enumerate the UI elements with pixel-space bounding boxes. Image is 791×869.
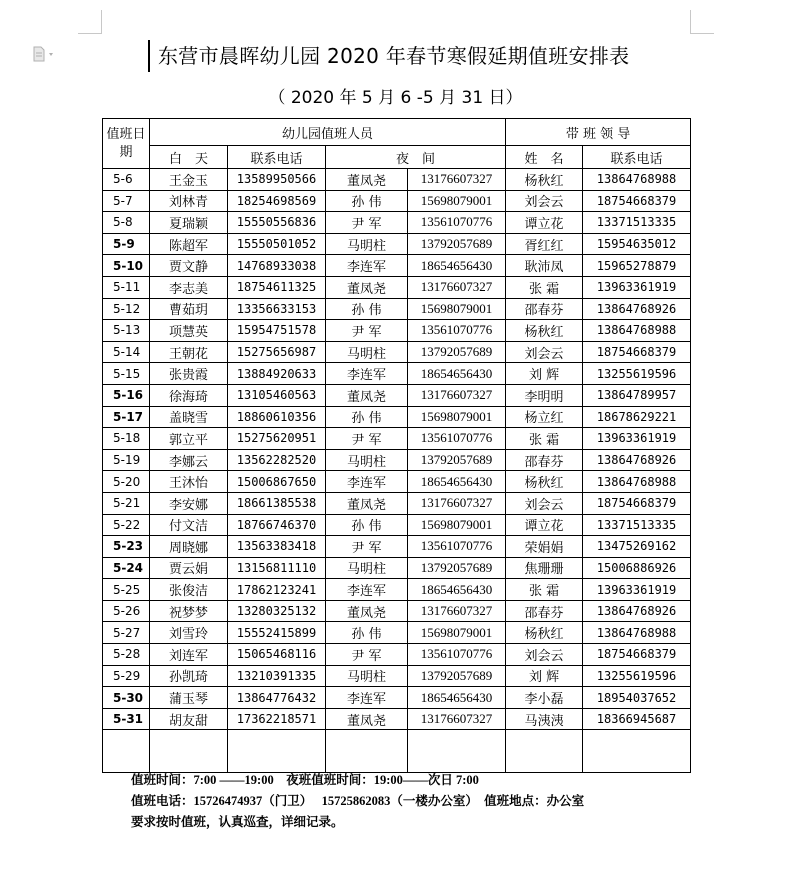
night-staff-cell: 马明柱 [326, 233, 408, 255]
day-staff-cell: 刘连军 [150, 644, 228, 666]
leader-phone-cell: 13864768988 [583, 320, 691, 342]
leader-phone-cell: 18366945687 [583, 708, 691, 730]
leader-phone-cell: 18954037652 [583, 687, 691, 709]
day-phone-cell: 15006867650 [228, 471, 326, 493]
leader-phone-cell: 18754668379 [583, 492, 691, 514]
night-shift-header: 夜 间 [326, 146, 506, 169]
day-staff-cell: 曹茹玥 [150, 298, 228, 320]
leader-name-cell: 焦珊珊 [506, 557, 583, 579]
table-row [103, 471, 691, 493]
night-phone-cell: 13561070776 [408, 212, 506, 234]
day-staff-cell: 胡友甜 [150, 708, 228, 730]
leader-phone-cell: 18754668379 [583, 341, 691, 363]
night-phone-cell: 13792057689 [408, 449, 506, 471]
day-staff-cell: 王金玉 [150, 169, 228, 191]
table-row [103, 600, 691, 622]
table-row [103, 622, 691, 644]
leader-name-cell: 邵春芬 [506, 600, 583, 622]
day-staff-cell: 贾文静 [150, 255, 228, 277]
table-row [103, 557, 691, 579]
date-cell: 5-19 [103, 449, 150, 471]
date-cell: 5-22 [103, 514, 150, 536]
night-staff-cell: 董凤尧 [326, 384, 408, 406]
day-staff-cell: 李安娜 [150, 492, 228, 514]
leader-header: 带 班 领 导 [506, 119, 691, 146]
day-staff-cell: 孙凯琦 [150, 665, 228, 687]
day-staff-cell: 张贵霞 [150, 363, 228, 385]
day-staff-cell: 李娜云 [150, 449, 228, 471]
day-staff-cell: 贾云娟 [150, 557, 228, 579]
leader-phone-cell: 13255619596 [583, 363, 691, 385]
night-staff-cell: 马明柱 [326, 557, 408, 579]
night-phone-cell: 13176607327 [408, 492, 506, 514]
night-staff-cell: 李连军 [326, 579, 408, 601]
table-row [103, 320, 691, 342]
night-staff-cell: 董凤尧 [326, 276, 408, 298]
leader-phone-cell: 13963361919 [583, 579, 691, 601]
night-phone-cell: 15698079001 [408, 406, 506, 428]
table-row [103, 665, 691, 687]
day-staff-cell: 付文洁 [150, 514, 228, 536]
date-cell: 5-25 [103, 579, 150, 601]
day-shift-header: 白 天 [150, 146, 228, 169]
leader-phone-cell: 13864768988 [583, 169, 691, 191]
night-staff-cell: 李连军 [326, 255, 408, 277]
leader-phone-cell: 13371513335 [583, 514, 691, 536]
night-staff-cell: 孙 伟 [326, 298, 408, 320]
date-cell: 5-15 [103, 363, 150, 385]
day-phone-cell: 13562282520 [228, 449, 326, 471]
date-cell: 5-14 [103, 341, 150, 363]
table-row [103, 492, 691, 514]
date-column-header: 值班日期 [103, 119, 150, 169]
night-staff-cell: 李连军 [326, 687, 408, 709]
table-row [103, 212, 691, 234]
day-staff-cell: 王沐怡 [150, 471, 228, 493]
date-cell: 5-18 [103, 428, 150, 450]
night-phone-cell: 13176607327 [408, 600, 506, 622]
night-phone-cell: 13561070776 [408, 644, 506, 666]
crop-mark-top-right-h [690, 33, 714, 34]
day-phone-cell: 13280325132 [228, 600, 326, 622]
night-phone-cell: 15698079001 [408, 622, 506, 644]
table-row [103, 708, 691, 730]
night-phone-cell: 15698079001 [408, 514, 506, 536]
date-cell: 5-20 [103, 471, 150, 493]
night-phone-cell: 18654656430 [408, 579, 506, 601]
leader-name-cell: 李小磊 [506, 687, 583, 709]
table-row [103, 169, 691, 191]
night-staff-cell: 尹 军 [326, 212, 408, 234]
day-phone-cell: 18661385538 [228, 492, 326, 514]
leader-phone-cell: 13475269162 [583, 536, 691, 558]
day-staff-cell: 郭立平 [150, 428, 228, 450]
leader-name-cell: 杨秋红 [506, 169, 583, 191]
night-phone-cell: 13792057689 [408, 341, 506, 363]
kindergarten-staff-header: 幼儿园值班人员 [150, 119, 506, 146]
date-cell: 5-30 [103, 687, 150, 709]
date-cell: 5-31 [103, 708, 150, 730]
date-cell: 5-16 [103, 384, 150, 406]
date-cell: 5-9 [103, 233, 150, 255]
table-row [103, 449, 691, 471]
night-staff-cell: 孙 伟 [326, 622, 408, 644]
table-row [103, 514, 691, 536]
day-staff-cell: 王朝花 [150, 341, 228, 363]
table-row [103, 579, 691, 601]
day-phone-header: 联系电话 [228, 146, 326, 169]
date-cell: 5-13 [103, 320, 150, 342]
table-row [103, 536, 691, 558]
date-cell: 5-29 [103, 665, 150, 687]
leader-phone-cell: 13864768926 [583, 449, 691, 471]
leader-name-cell: 杨秋红 [506, 622, 583, 644]
table-row [103, 255, 691, 277]
table-row [103, 341, 691, 363]
night-phone-cell: 13561070776 [408, 536, 506, 558]
date-cell: 5-27 [103, 622, 150, 644]
leader-phone-cell: 13371513335 [583, 212, 691, 234]
night-staff-cell: 董凤尧 [326, 600, 408, 622]
day-phone-cell: 15552415899 [228, 622, 326, 644]
night-phone-cell: 15698079001 [408, 298, 506, 320]
table-row [103, 276, 691, 298]
date-cell: 5-8 [103, 212, 150, 234]
date-cell: 5-26 [103, 600, 150, 622]
table-row [103, 233, 691, 255]
leader-name-cell: 刘会云 [506, 341, 583, 363]
leader-name-cell: 张 霜 [506, 428, 583, 450]
table-row [103, 363, 691, 385]
duty-schedule-table [102, 118, 691, 773]
footer-duty-hours: 值班时间：7:00 ——19:00 夜班值班时间：19:00——次日 7:00 [131, 773, 479, 787]
empty-row [103, 730, 691, 773]
night-staff-cell: 马明柱 [326, 665, 408, 687]
date-cell: 5-6 [103, 169, 150, 191]
table-row [103, 428, 691, 450]
date-cell: 5-10 [103, 255, 150, 277]
footer-requirements: 要求按时值班，认真巡查，详细记录。 [131, 815, 344, 829]
day-phone-cell: 18860610356 [228, 406, 326, 428]
day-phone-cell: 18254698569 [228, 190, 326, 212]
night-staff-cell: 孙 伟 [326, 190, 408, 212]
table-row [103, 644, 691, 666]
leader-name-cell: 杨秋红 [506, 471, 583, 493]
leader-name-cell: 胥红红 [506, 233, 583, 255]
date-range-subtitle: （ 2020 年 5 月 6 -5 月 31 日） [268, 88, 523, 108]
night-staff-cell: 尹 军 [326, 320, 408, 342]
leader-phone-cell: 13864768926 [583, 298, 691, 320]
leader-name-cell: 杨秋红 [506, 320, 583, 342]
night-staff-cell: 董凤尧 [326, 492, 408, 514]
day-phone-cell: 13864776432 [228, 687, 326, 709]
night-staff-cell: 李连军 [326, 363, 408, 385]
day-staff-cell: 祝梦梦 [150, 600, 228, 622]
day-phone-cell: 18754611325 [228, 276, 326, 298]
date-cell: 5-11 [103, 276, 150, 298]
leader-name-cell: 刘会云 [506, 644, 583, 666]
day-phone-cell: 15550501052 [228, 233, 326, 255]
leader-name-cell: 刘会云 [506, 190, 583, 212]
day-phone-cell: 15065468116 [228, 644, 326, 666]
day-staff-cell: 刘林青 [150, 190, 228, 212]
table-row [103, 687, 691, 709]
day-phone-cell: 17362218571 [228, 708, 326, 730]
night-phone-cell: 13176607327 [408, 708, 506, 730]
night-phone-cell: 13176607327 [408, 276, 506, 298]
night-staff-cell: 尹 军 [326, 644, 408, 666]
leader-phone-cell: 13864768988 [583, 622, 691, 644]
table-row [103, 190, 691, 212]
date-cell: 5-28 [103, 644, 150, 666]
leader-name-cell: 荣娟娟 [506, 536, 583, 558]
night-phone-cell: 13176607327 [408, 384, 506, 406]
leader-phone-cell: 13864768926 [583, 600, 691, 622]
night-phone-cell: 18654656430 [408, 363, 506, 385]
leader-phone-cell: 15006886926 [583, 557, 691, 579]
leader-phone-cell: 18754668379 [583, 644, 691, 666]
leader-phone-cell: 18754668379 [583, 190, 691, 212]
leader-name-cell: 马洟洟 [506, 708, 583, 730]
day-phone-cell: 13563383418 [228, 536, 326, 558]
crop-mark-top-left-v [101, 10, 102, 34]
date-cell: 5-17 [103, 406, 150, 428]
leader-name-cell: 刘 辉 [506, 363, 583, 385]
table-row [103, 298, 691, 320]
footer-duty-phone: 值班电话：15726474937（门卫） 15725862083（一楼办公室） 值班地点：办公室 [131, 794, 585, 808]
night-staff-cell: 尹 军 [326, 536, 408, 558]
night-staff-cell: 马明柱 [326, 449, 408, 471]
document-icon[interactable] [33, 46, 51, 62]
leader-name-cell: 刘 辉 [506, 665, 583, 687]
leader-name-header: 姓 名 [506, 146, 583, 169]
leader-name-cell: 李明明 [506, 384, 583, 406]
leader-name-cell: 谭立花 [506, 514, 583, 536]
day-phone-cell: 13105460563 [228, 384, 326, 406]
leader-phone-cell: 13963361919 [583, 276, 691, 298]
leader-phone-cell: 13864768988 [583, 471, 691, 493]
night-phone-cell: 18654656430 [408, 255, 506, 277]
leader-phone-cell: 13255619596 [583, 665, 691, 687]
night-phone-cell: 13792057689 [408, 233, 506, 255]
date-cell: 5-21 [103, 492, 150, 514]
table-row [103, 384, 691, 406]
leader-name-cell: 邵春芬 [506, 449, 583, 471]
crop-mark-top-left-h [78, 33, 102, 34]
day-phone-cell: 15275656987 [228, 341, 326, 363]
night-staff-cell: 孙 伟 [326, 406, 408, 428]
night-staff-cell: 李连军 [326, 471, 408, 493]
night-phone-cell: 13792057689 [408, 665, 506, 687]
day-phone-cell: 13589950566 [228, 169, 326, 191]
leader-name-cell: 张 霜 [506, 276, 583, 298]
date-cell: 5-23 [103, 536, 150, 558]
leader-phone-cell: 13864789957 [583, 384, 691, 406]
leader-phone-cell: 18678629221 [583, 406, 691, 428]
leader-name-cell: 杨立红 [506, 406, 583, 428]
day-staff-cell: 李志美 [150, 276, 228, 298]
table-row [103, 406, 691, 428]
leader-name-cell: 谭立花 [506, 212, 583, 234]
day-staff-cell: 陈超军 [150, 233, 228, 255]
leader-phone-cell: 13963361919 [583, 428, 691, 450]
night-phone-cell: 13792057689 [408, 557, 506, 579]
night-phone-cell: 18654656430 [408, 471, 506, 493]
leader-phone-cell: 15965278879 [583, 255, 691, 277]
day-phone-cell: 13210391335 [228, 665, 326, 687]
day-staff-cell: 蒲玉琴 [150, 687, 228, 709]
crop-mark-top-right-v [690, 10, 691, 34]
schedule-rows [103, 169, 691, 730]
night-staff-cell: 董凤尧 [326, 169, 408, 191]
day-staff-cell: 夏瑞颖 [150, 212, 228, 234]
day-phone-cell: 13156811110 [228, 557, 326, 579]
day-phone-cell: 15954751578 [228, 320, 326, 342]
night-phone-cell: 13176607327 [408, 169, 506, 191]
day-phone-cell: 13356633153 [228, 298, 326, 320]
leader-name-cell: 邵春芬 [506, 298, 583, 320]
day-staff-cell: 周晓娜 [150, 536, 228, 558]
day-staff-cell: 徐海琦 [150, 384, 228, 406]
day-phone-cell: 17862123241 [228, 579, 326, 601]
day-phone-cell: 15550556836 [228, 212, 326, 234]
night-phone-cell: 15698079001 [408, 190, 506, 212]
night-staff-cell: 孙 伟 [326, 514, 408, 536]
night-staff-cell: 马明柱 [326, 341, 408, 363]
day-staff-cell: 盖晓雪 [150, 406, 228, 428]
day-staff-cell: 刘雪玲 [150, 622, 228, 644]
night-staff-cell: 董凤尧 [326, 708, 408, 730]
night-phone-cell: 13561070776 [408, 320, 506, 342]
day-staff-cell: 张俊洁 [150, 579, 228, 601]
night-phone-cell: 18654656430 [408, 687, 506, 709]
day-phone-cell: 15275620951 [228, 428, 326, 450]
leader-name-cell: 张 霜 [506, 579, 583, 601]
date-cell: 5-7 [103, 190, 150, 212]
day-staff-cell: 项慧英 [150, 320, 228, 342]
day-phone-cell: 13884920633 [228, 363, 326, 385]
page-title: 东营市晨晖幼儿园 2020 年春节寒假延期值班安排表 [158, 44, 630, 68]
date-cell: 5-12 [103, 298, 150, 320]
night-staff-cell: 尹 军 [326, 428, 408, 450]
leader-phone-cell: 15954635012 [583, 233, 691, 255]
day-phone-cell: 14768933038 [228, 255, 326, 277]
leader-name-cell: 刘会云 [506, 492, 583, 514]
leader-phone-header: 联系电话 [583, 146, 691, 169]
day-phone-cell: 18766746370 [228, 514, 326, 536]
leader-name-cell: 耿沛凤 [506, 255, 583, 277]
night-phone-cell: 13561070776 [408, 428, 506, 450]
date-cell: 5-24 [103, 557, 150, 579]
